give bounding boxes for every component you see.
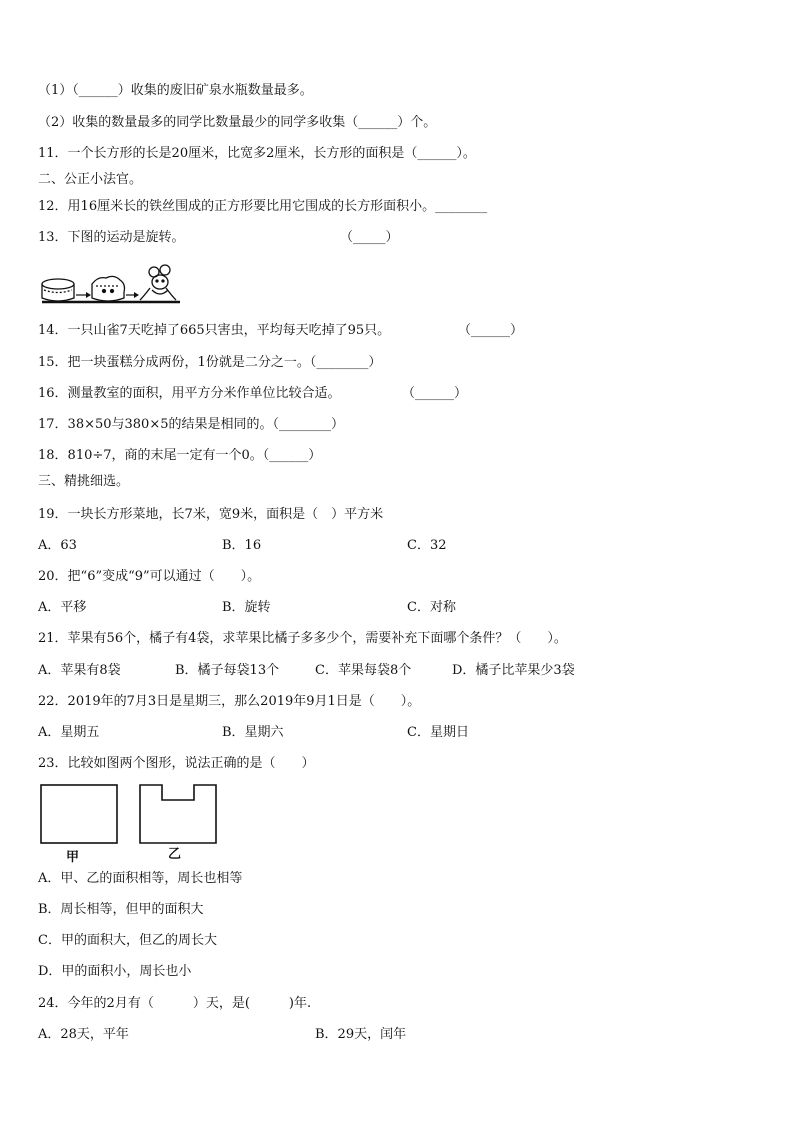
section-2-heading: 二、公正小法官。	[38, 172, 143, 187]
question-11: 11．一个长方形的长是20厘米，比宽多2厘米，长方形的面积是（______）。	[38, 146, 476, 161]
question-15: 15．把一块蛋糕分成两份，1份就是二分之一。（________）	[38, 355, 382, 370]
q22-option-c[interactable]: C．星期日	[407, 725, 469, 740]
q20-option-b[interactable]: B．旋转	[222, 600, 271, 615]
question-24: 24．今年的2月有（ ）天，是( )年.	[38, 996, 312, 1011]
q21-option-d[interactable]: D．橘子比苹果少3袋	[452, 663, 575, 678]
mouse-figure	[140, 265, 176, 300]
q24-option-a[interactable]: A．28天，平年	[38, 1027, 129, 1042]
cake-1	[42, 279, 74, 301]
question-22: 22．2019年的7月3日是星期三，那么2019年9月1日是（ ）。	[38, 694, 421, 709]
q13-illustration	[40, 262, 182, 307]
question-18: 18．810÷7，商的末尾一定有一个0。（______）	[38, 448, 322, 463]
question-23: 23．比较如图两个图形，说法正确的是（ ）	[38, 756, 315, 771]
line-1: （1）（______）收集的废旧矿泉水瓶数量最多。	[38, 83, 313, 98]
q19-option-b[interactable]: B．16	[222, 538, 262, 553]
shape-yi	[140, 785, 216, 843]
question-17: 17．38×50与380×5的结果是相同的。（________）	[38, 417, 344, 432]
q22-option-a[interactable]: A．星期五	[38, 725, 100, 740]
q23-shapes	[40, 784, 220, 844]
question-14: 14．一只山雀7天吃掉了665只害虫，平均每天吃掉了95只。	[38, 323, 391, 338]
q23-option-a[interactable]: A．甲、乙的面积相等，周长也相等	[38, 871, 243, 886]
section-3-heading: 三、精挑细选。	[38, 474, 130, 489]
question-19: 19．一块长方形菜地，长7米，宽9米，面积是（ ）平方米	[38, 507, 384, 522]
question-13: 13．下图的运动是旋转。	[38, 230, 185, 245]
q21-option-b[interactable]: B．橘子每袋13个	[175, 663, 280, 678]
question-16: 16．测量教室的面积，用平方分米作单位比较合适。	[38, 386, 341, 401]
q19-option-c[interactable]: C．32	[407, 538, 447, 553]
q23-option-c[interactable]: C．甲的面积大，但乙的周长大	[38, 933, 217, 948]
question-12: 12．用16厘米长的铁丝围成的正方形要比用它围成的长方形面积小。________	[38, 199, 488, 214]
shape-yi-label: 乙	[168, 847, 182, 862]
q20-option-c[interactable]: C．对称	[407, 600, 456, 615]
cake-2	[92, 276, 125, 301]
q19-option-a[interactable]: A．63	[38, 538, 77, 553]
q23-option-d[interactable]: D．甲的面积小，周长也小	[38, 964, 192, 979]
q24-option-b[interactable]: B．29天，闰年	[315, 1027, 407, 1042]
shape-jia	[41, 785, 117, 843]
q20-option-a[interactable]: A．平移	[38, 600, 87, 615]
question-14-answer-blank[interactable]: （______）	[458, 323, 524, 338]
question-13-answer-blank[interactable]: （_____）	[340, 230, 399, 245]
question-16-answer-blank[interactable]: （______）	[402, 386, 468, 401]
q22-option-b[interactable]: B．星期六	[222, 725, 284, 740]
q21-option-c[interactable]: C．苹果每袋8个	[315, 663, 412, 678]
q21-option-a[interactable]: A．苹果有8袋	[38, 663, 121, 678]
question-21: 21．苹果有56个，橘子有4袋，求苹果比橘子多多少个，需要补充下面哪个条件？（ ）。	[38, 631, 567, 646]
q23-option-b[interactable]: B．周长相等，但甲的面积大	[38, 902, 204, 917]
shape-jia-label: 甲	[66, 850, 80, 865]
line-2: （2）收集的数量最多的同学比数量最少的同学多收集（______）个。	[38, 115, 437, 130]
question-20: 20．把“6”变成“9”可以通过（ ）。	[38, 569, 261, 584]
